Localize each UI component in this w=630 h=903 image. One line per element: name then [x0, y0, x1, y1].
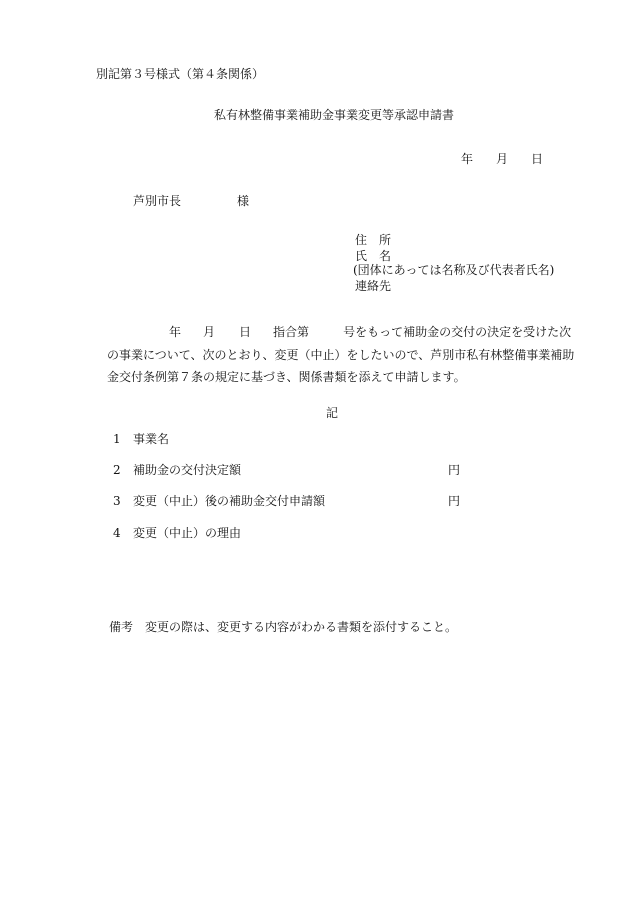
item-number: 1 — [113, 432, 121, 446]
item-label: 補助金の交付決定額 — [133, 463, 242, 477]
item-label: 事業名 — [133, 432, 170, 446]
applicant-note: (団体にあっては名称及び代表者氏名) — [353, 263, 555, 277]
body-line1-rest: 号をもって補助金の交付の決定を受けた次 — [343, 325, 572, 339]
form-label: 別記第３号様式（第４条関係） — [96, 67, 265, 81]
item-label: 変更（中止）後の補助金交付申請額 — [133, 494, 326, 508]
date-month-label: 月 — [496, 152, 509, 166]
item-unit: 円 — [448, 494, 461, 508]
body-line-3: 金交付条例第７条の規定に基づき、関係書類を添えて申請します。 — [107, 370, 466, 384]
addressee-honorific: 様 — [237, 194, 250, 208]
body-directive: 指合第 — [273, 325, 310, 339]
item-label: 変更（中止）の理由 — [133, 526, 242, 540]
item-number: 2 — [113, 463, 121, 477]
body-paragraph — [107, 321, 577, 389]
item-number: 4 — [113, 526, 121, 540]
applicant-address-label: 住 所 — [355, 233, 392, 247]
body-line-1 — [107, 321, 577, 344]
remarks-text: 変更の際は、変更する内容がわかる書類を添付すること。 — [145, 620, 458, 634]
addressee-name: 芦別市長 — [133, 194, 182, 208]
ki-heading: 記 — [326, 406, 339, 420]
item-unit: 円 — [448, 463, 461, 477]
body-month: 月 — [203, 325, 216, 339]
applicant-contact-label: 連絡先 — [355, 279, 392, 293]
date-day-label: 日 — [531, 152, 544, 166]
body-year: 年 — [169, 325, 182, 339]
applicant-name-label: 氏 名 — [355, 249, 392, 263]
date-year-label: 年 — [461, 152, 474, 166]
body-day: 日 — [239, 325, 252, 339]
document-title: 私有林整備事業補助金事業変更等承認申請書 — [214, 108, 455, 122]
remarks-label: 備考 — [109, 620, 134, 634]
body-line-2: の事業について、次のとおり、変更（中止）をしたいので、芦別市私有林整備事業補助 — [107, 347, 575, 362]
item-number: 3 — [113, 494, 121, 508]
